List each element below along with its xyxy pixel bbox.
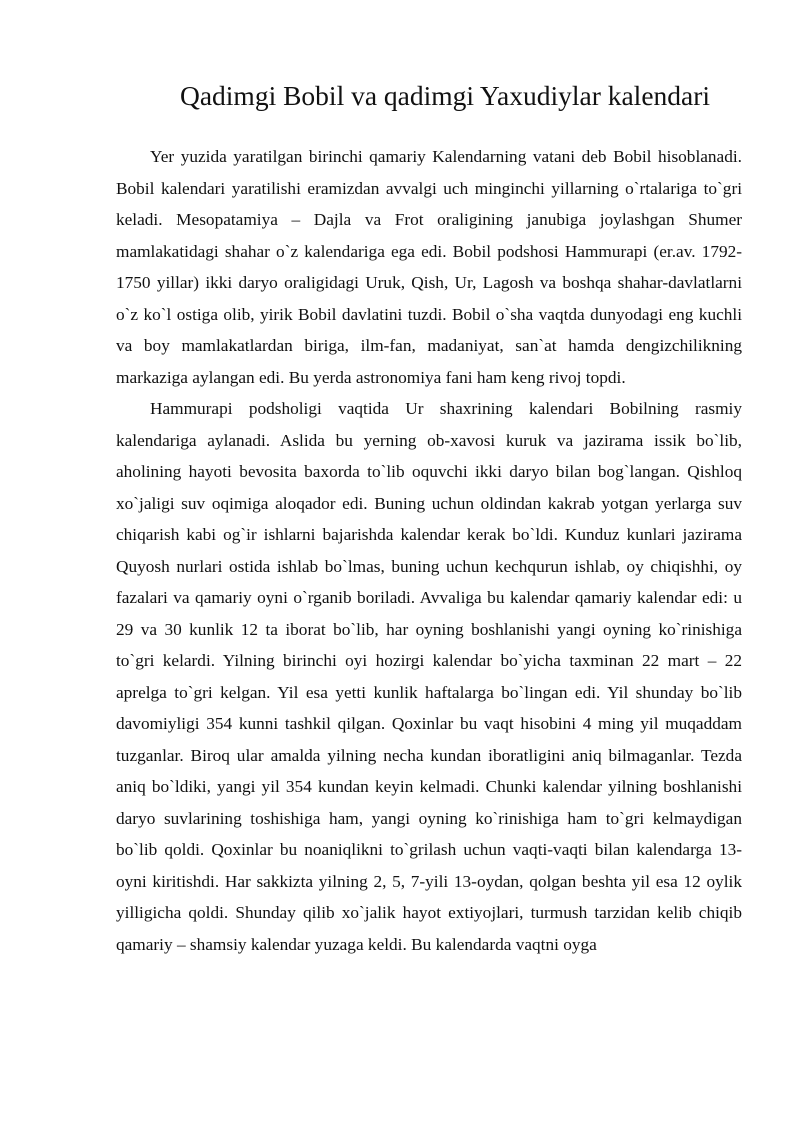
paragraph: Yer yuzida yaratilgan birinchi qamariy Kalendarning vatani deb Bobil hisoblanadi. Bobil kalendari yaratilishi eramizdan avvalgi uch minginchi yillarning o`rtalariga to`gri keladi. Mesopatamiya – Dajla va Frot oraligining janubiga joylashgan Shumer mamlakatidagi shahar o`z kalendariga ega edi. Bobil podshosi Hammurapi (er.av. 1792-1750 yillar) ikki daryo oraligidagi Uruk, Qish, Ur, Lagosh va boshqa shahar-davlatlarni o`z ko`l ostiga olib, yirik Bobil davlatini tuzdi. Bobil o`sha vaqtda dunyodagi eng kuchli va boy mamlakatlardan biriga, ilm-fan, madaniyat, san`at hamda dengizchilikning markaziga aylangan edi. Bu yerda astronomiya fani ham keng rivoj topdi. <box>116 147 742 387</box>
body-text <box>116 141 742 960</box>
page-title: Qadimgi Bobil va qadimgi Yaxudiylar kalendari <box>179 80 711 111</box>
paragraph: Hammurapi podsholigi vaqtida Ur shaxrining kalendari Bobilning rasmiy kalendariga aylanadi. Aslida bu yerning ob-xavosi kuruk va jazirama issik bo`lib, aholining hayoti bevosita baxorda to`lib oquvchi ikki daryo bilan bog`langan. Qishloq xo`jaligi suv oqimiga aloqador edi. Buning uchun oldindan kakrab yotgan yerlarga suv chiqarish kabi og`ir ishlarni bajarishda kalendar kerak bo`ldi. Kunduz kunlari jazirama Quyosh nurlari ostida ishlab bo`lmas, buning uchun kechqurun ishlab, oy chiqishhi, oy fazalari va qamariy oyni o`rganib boriladi. Avvaliga bu kalendar qamariy kalendar edi: u 29 va 30 kunlik 12 ta iborat bo`lib, har oyning boshlanishi yangi oyning ko`rinishiga to`gri kelardi. Yilning birinchi oyi hozirgi kalendar bo`yicha taxminan 22 mart – 22 aprelga to`gri kelgan. Yil esa yetti kunlik haftalarga bo`lingan edi. Yil shunday bo`lib davomiyligi 354 kunni tashkil qilgan. Qoxinlar bu vaqt hisobini 4 ming yil muqaddam tuzganlar. Biroq ular amalda yilning necha kundan iboratligini aniq bilmaganlar. Tezda aniq bo`ldiki, yangi yil 354 kundan keyin kelmadi. Chunki kalendar yilning boshlanishi daryo suvlarining toshishiga ham, yangi oyning ko`rinishiga ham to`gri kelmaydigan bo`lib qoldi. Qoxinlar bu noaniqlikni to`grilash uchun vaqti-vaqti bilan kalendarga 13-oyni kiritishdi. Har sakkizta yilning 2, 5, 7-yili 13-oydan, qolgan beshta yil esa 12 oylik yilligicha qoldi. Shunday qilib xo`jalik hayot extiyojlari, turmush tarzidan kelib chiqib qamariy – shamsiy kalendar yuzaga keldi. Bu kalendarda vaqtni oyga <box>116 399 742 954</box>
